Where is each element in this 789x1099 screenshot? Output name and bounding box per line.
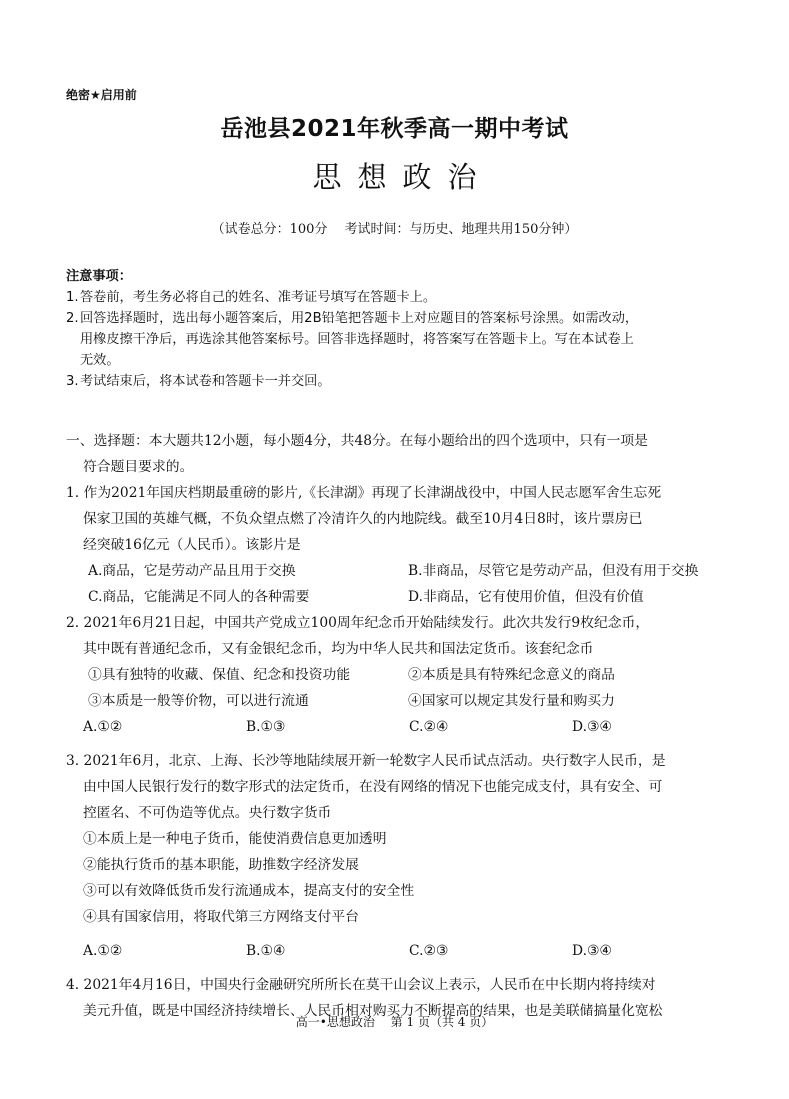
statement-4: ④具有国家信用，将取代第三方网络支付平台 [83, 909, 359, 925]
statement-2: ②本质是具有特殊纪念意义的商品 [408, 667, 615, 683]
question-2-stem: 其中既有普通纪念币，又有金银纪念币，均为中华人民共和国法定货币。该套纪念币 [83, 641, 594, 657]
option-d: D.非商品，它有使用价值，但没有价值 [408, 589, 644, 605]
note-item [66, 287, 736, 308]
option-c: C.②④ [409, 719, 449, 735]
question-3-stem: 由中国人民银行发行的数字形式的法定货币，在没有网络的情况下也能完成支付，具有安全、可 [83, 779, 663, 795]
note-text: 考试结束后，将本试卷和答题卡一并交回。 [80, 374, 331, 389]
question-4-stem: 4. 2021年4月16日，中国央行金融研究所所长在莫干山会议上表示，人民币在中长期内将持续对 [66, 977, 656, 993]
note-line: 无效。 [80, 353, 120, 368]
question-content [66, 428, 728, 1024]
statement-3: ③本质是一般等价物，可以进行流通 [88, 693, 309, 709]
notes-section [66, 266, 736, 392]
option-a: A.①② [83, 719, 123, 735]
question-1-stem: 经突破16亿元（人民币）。该影片是 [83, 537, 301, 553]
notes-heading: 注意事项： [66, 269, 132, 284]
statement-1: ①本质上是一种电子货币，能使消费信息更加透明 [83, 831, 387, 847]
note-item [66, 371, 736, 392]
question-2-statements-row [66, 662, 728, 688]
section-heading: 一、选择题：本大题共12小题，每小题4分，共48分。在每小题给出的四个选项中，只有一项是 [66, 433, 648, 449]
question-3-stem: 控匿名、不可伪造等优点。央行数字货币 [83, 805, 332, 821]
question-2-options-row [66, 714, 728, 740]
option-d: D.③④ [572, 943, 612, 959]
question-2-stem: 2. 2021年6月21日起，中国共产党成立100周年纪念币开始陆续发行。此次共发行9枚纪念币， [66, 615, 650, 631]
question-4-stem: 美元升值，既是中国经济持续增长、人民币相对购买力不断提高的结果，也是美联储搞量化宽松 [83, 1003, 663, 1019]
confidential-label: 绝密★启用前 [66, 88, 137, 102]
option-b: B.①③ [246, 719, 286, 735]
note-item [66, 308, 736, 371]
section-heading-cont: 符合题目要求的。 [83, 459, 194, 475]
note-text: 答卷前，考生务必将自己的姓名、准考证号填写在答题卡上。 [80, 290, 437, 305]
question-2-statements-row [66, 688, 728, 714]
option-b: B.①④ [246, 943, 286, 959]
question-1-stem: 保家卫国的英雄气概，不负众望点燃了冷清许久的内地院线。截至10月4日8时，该片票房已 [83, 511, 643, 527]
exam-title: 岳池县2021年秋季高一期中考试 [220, 116, 569, 142]
statement-3: ③可以有效降低货币发行流通成本，提高支付的安全性 [83, 883, 415, 899]
note-number: 3. [66, 374, 79, 389]
note-line: 用橡皮擦干净后，再选涂其他答案标号。回答非选择题时，将答案写在答题卡上。写在本试卷上 [80, 332, 634, 347]
option-b: B.非商品，尽管它是劳动产品，但没有用于交换 [408, 563, 699, 579]
question-3-stem: 3. 2021年6月，北京、上海、长沙等地陆续展开新一轮数字人民币试点活动。央行数字人民币，是 [66, 753, 666, 769]
option-c: C.②③ [409, 943, 449, 959]
note-number: 2. [66, 311, 79, 326]
page-footer: 高一•思想政治 第 1 页（共 4 页） [295, 1015, 494, 1029]
option-d: D.③④ [572, 719, 612, 735]
note-line: 回答选择题时，选出每小题答案后，用2B铅笔把答题卡上对应题目的答案标号涂黑。如需改动， [80, 311, 639, 326]
question-1-stem: 1. 作为2021年国庆档期最重磅的影片,《长津湖》再现了长津湖战役中，中国人民志愿军舍生忘死 [66, 485, 662, 501]
option-a: A.商品，它是劳动产品且用于交换 [88, 563, 296, 579]
note-number: 1. [66, 290, 79, 305]
exam-info: （试卷总分：100分 考试时间：与历史、地理共用150分钟） [211, 222, 578, 237]
option-c: C.商品，它能满足不同人的各种需要 [88, 589, 310, 605]
statement-1: ①具有独特的收藏、保值、纪念和投资功能 [88, 667, 351, 683]
statement-2: ②能执行货币的基本职能，助推数字经济发展 [83, 857, 359, 873]
subject-title: 思想政治 [312, 160, 493, 194]
question-1-options-row [66, 558, 728, 584]
option-a: A.①② [83, 943, 123, 959]
question-1-options-row [66, 584, 728, 610]
statement-4: ④国家可以规定其发行量和购买力 [408, 693, 615, 709]
question-3-options-row [66, 938, 728, 964]
